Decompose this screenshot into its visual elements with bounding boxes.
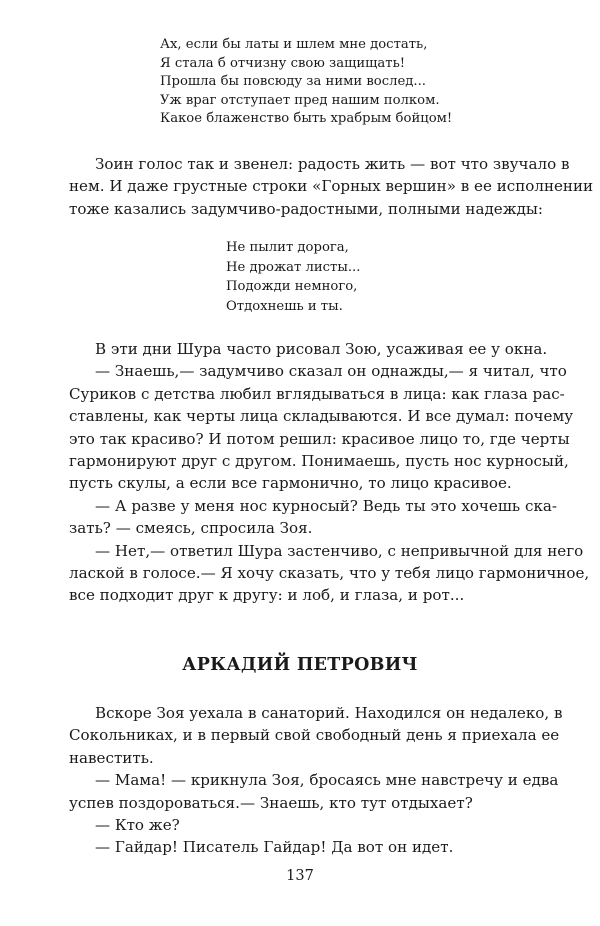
poem-line: Ах, если бы латы и шлем мне достать, xyxy=(160,37,428,52)
page-number: 137 xyxy=(286,868,314,884)
text-line: — Кто же? xyxy=(95,815,180,834)
text-line: лаской в голосе.— Я хочу сказать, что у тебя лицо гармоничное, xyxy=(69,563,590,582)
poem-stanza-1 xyxy=(160,36,460,129)
text-line: Вскоре Зоя уехала в санаторий. Находился он недалеко, в xyxy=(95,704,563,722)
text-line: ставлены, как черты лица складываются. И все думал: почему xyxy=(69,407,574,426)
poem-line: Не пылит дорога, xyxy=(226,240,349,255)
text-line: — Знаешь,— задумчиво сказал он однажды,— я читал, что xyxy=(95,362,567,381)
poem-line: Уж враг отступает пред нашим полком. xyxy=(160,92,440,108)
text-line: все подходит друг к другу: и лоб, и глаза, и рот... xyxy=(69,586,465,605)
poem-stanza-2 xyxy=(226,238,426,316)
poem-line: Подожди немного, xyxy=(226,279,358,295)
text-line: Суриков с детства любил вглядываться в лица: как глаза рас- xyxy=(69,384,565,403)
chapter-heading: АРКАДИЙ ПЕТРОВИЧ xyxy=(182,655,418,675)
text-line: Сокольниках, и в первый свой свободный день я приехала ее xyxy=(69,726,560,745)
text-line: гармонируют друг с другом. Понимаешь, пусть нос курносый, xyxy=(69,451,569,470)
text-line: Зоин голос так и звенел: радость жить — вот что звучало в xyxy=(95,155,570,173)
text-line: — А разве у меня нос курносый? Ведь ты это хочешь ска- xyxy=(95,496,557,515)
text-line: тоже казались задумчиво-радостными, полными надежды: xyxy=(69,199,543,218)
poem-line: Какое блаженство быть храбрым бойцом! xyxy=(160,111,453,127)
poem-line: Отдохнешь и ты. xyxy=(226,298,343,314)
text-line: — Гайдар! Писатель Гайдар! Да вот он идет. xyxy=(95,838,454,857)
text-line: пусть скулы, а если все гармонично, то лицо красивое. xyxy=(69,474,512,493)
paragraph-sanatorium xyxy=(69,702,563,859)
text-line: успев поздороваться.— Знаешь, кто тут отдыхает? xyxy=(69,793,473,812)
text-line: В эти дни Шура часто рисовал Зою, усаживая ее у окна. xyxy=(95,340,548,358)
poem-line: Я стала б отчизну свою защищать! xyxy=(160,55,406,71)
text-line: нем. И даже грустные строки «Горных вершин» в ее исполнении xyxy=(69,177,594,196)
poem-line: Прошла бы повсюду за ними вослед... xyxy=(160,74,426,90)
text-line: зать? — смеясь, спросила Зоя. xyxy=(69,519,313,538)
text-line: это так красиво? И потом решил: красивое лицо то, где черты xyxy=(69,429,570,448)
text-line: навестить. xyxy=(69,748,154,767)
paragraph-zoya-voice xyxy=(69,153,594,220)
paragraph-shura-drawing xyxy=(69,338,590,607)
poem-line: Не дрожат листы... xyxy=(226,259,361,275)
text-line: — Нет,— ответил Шура застенчиво, с непривычной для него xyxy=(95,541,584,560)
text-line: — Мама! — крикнула Зоя, бросаясь мне навстречу и едва xyxy=(95,771,559,790)
